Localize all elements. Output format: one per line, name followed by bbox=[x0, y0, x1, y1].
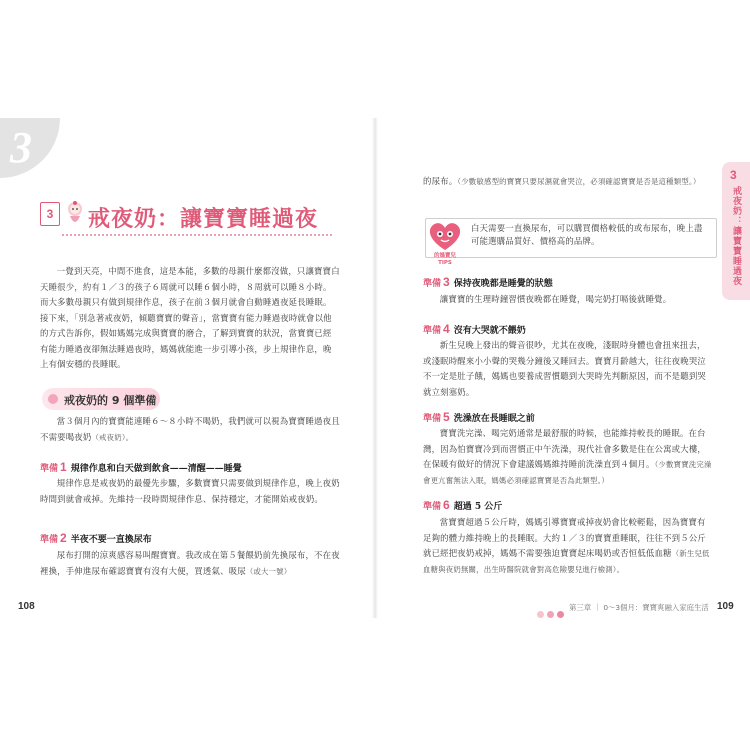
prep-number: 4 bbox=[443, 322, 450, 336]
prep-title: 半夜不要一直換尿布 bbox=[70, 535, 152, 545]
prep-6-note: （新生兒低血糖與夜奶無關，出生時醫院就會對高危險嬰兒進行檢測）。 bbox=[423, 549, 710, 574]
page-number-left: 108 bbox=[18, 601, 35, 612]
prep-4-body: 新生兒晚上發出的聲音很吵，尤其在夜晚，淺眠時身體也會扭來扭去，或淺眠時醒來小小聲的哭幾分鐘後又睡回去。寶寶月齡越大，往往夜晚哭泣不一定是肚子餓，媽媽也要養成習慣聽到大哭時先判斷原因，而不是聽到哭就立刻塞奶。 bbox=[423, 340, 706, 397]
book-gutter bbox=[372, 118, 378, 618]
footer-title: 0～3個月：寶寶爽融入家庭生活 bbox=[603, 603, 709, 612]
footer-dot-icon bbox=[547, 611, 554, 618]
prep-number: 1 bbox=[60, 460, 67, 474]
prep-number: 3 bbox=[443, 275, 450, 289]
footer-dot-icon bbox=[557, 611, 564, 618]
prep-title: 洗澡放在長睡眠之前 bbox=[453, 414, 535, 424]
tips-label bbox=[425, 253, 465, 267]
heart-mascot-icon bbox=[425, 216, 465, 256]
pill-dot-icon bbox=[48, 394, 58, 404]
prep-number: 6 bbox=[443, 498, 450, 512]
prep-title: 超過 5 公斤 bbox=[453, 502, 503, 512]
baby-mascot-icon bbox=[64, 200, 86, 230]
sub-intro-paragraph bbox=[40, 414, 340, 445]
prep-5-note: （少數寶寶洗完澡會更亢奮無法入眠，媽媽必須確認寶寶是否為此類型。） bbox=[423, 460, 712, 485]
prep-number: 5 bbox=[443, 410, 450, 424]
prep-heading-5 bbox=[423, 410, 535, 424]
tips-text: 白天需要一直換尿布，可以購買價格較低的或布尿布，晚上盡可能選購品質好、價格高的品牌。 bbox=[471, 223, 703, 246]
book-spread bbox=[0, 118, 750, 618]
prep-6-text: 當寶寶超過５公斤時，媽媽引導寶寶戒掉夜奶會比較輕鬆，因為寶寶有足夠的體力維持晚上的長睡眠。大約１／３的寶寶重睡眠，往往不到５公斤就已經把夜奶戒掉，媽媽不需要強迫寶寶起床喝奶或否恒低低血糖 bbox=[423, 517, 706, 558]
intro-paragraph: 一覺到天亮，中間不進食，這是本能，多數的母親什麼都沒做，只讓寶寶白天睡很少，約有１／３的孩子６周就可以睡６個小時，８周就可以睡８小時。而大多數母親只有做到規律作息，孩子在前３個月就會自動睡過夜延長睡眠。接下來，「別急著戒夜奶，傾聽寶寶的聲音」，當寶寶有能力睡過夜時就會以他的方式告訴你，假如媽媽完成與寶寶的磨合，了解到寶寶的狀況，當寶寶已經有能力睡過夜卻無法睡過夜時，媽媽就能進一步引導小孩，步上規律作息，晚上有個安穩的長睡眠。 bbox=[40, 266, 340, 369]
side-tab-number: 3 bbox=[730, 168, 737, 182]
chapter-title: 戒夜奶：讓寶寶睡過夜 bbox=[88, 207, 319, 232]
prep-5-body bbox=[423, 426, 713, 488]
continued-paragraph bbox=[423, 174, 713, 190]
chapter-side-tab bbox=[722, 162, 750, 300]
prep-heading-3 bbox=[423, 275, 553, 289]
prep-heading-2 bbox=[40, 531, 152, 545]
running-footer bbox=[569, 602, 709, 613]
footer-separator: ｜ bbox=[593, 603, 601, 612]
prep-title: 規律作息和白天做到飲食——清醒——睡覺 bbox=[70, 464, 242, 474]
prep-2-body bbox=[40, 548, 340, 579]
continued-note: （少數敏感型的寶寶只要尿濕就會哭泣，必須確認寶寶是否是這種類型。） bbox=[457, 177, 701, 186]
tips-label-line2: TIPS bbox=[438, 260, 452, 266]
prep-heading-4 bbox=[423, 322, 526, 336]
prep-word: 準備 bbox=[423, 326, 442, 336]
sub-intro-text: 當３個月內的寶寶能連睡６～８小時不喝奶，我們就可以視為寶寶睡過夜且不需要喝夜奶 bbox=[40, 416, 340, 442]
sub-intro-note: （戒夜奶）。 bbox=[91, 432, 134, 442]
prep-heading-6 bbox=[423, 498, 502, 512]
footer-chapter: 第三章 bbox=[569, 603, 592, 612]
prep-word: 準備 bbox=[40, 464, 59, 474]
prep-3-body: 讓寶寶的生理時鐘習慣夜晚都在睡覺，喝完奶打嗝後就睡覺。 bbox=[439, 294, 672, 304]
prep-word: 準備 bbox=[423, 279, 442, 289]
prep-word: 準備 bbox=[423, 502, 442, 512]
prep-heading-1 bbox=[40, 460, 242, 474]
subhead-text: 戒夜奶的 9 個準備 bbox=[64, 394, 157, 407]
title-divider bbox=[62, 234, 332, 236]
prep-number: 2 bbox=[60, 531, 67, 545]
prep-5-text: 寶寶洗完澡、喝完奶通常是最舒服的時候，也能維持較長的睡眠。在台灣，因為怕寶寶冷到而習慣正中午洗澡，現代社會多數是住在公寓或大樓，在保暖有做好的情況下會建議媽媽維持睡前洗澡直到４個月。 bbox=[423, 428, 706, 469]
tips-label-line1: 的媽寶兒 bbox=[433, 253, 456, 259]
section-badge: 3 bbox=[40, 202, 60, 226]
continued-text: 的尿布。 bbox=[423, 176, 458, 186]
prep-2-text: 尿布打開的涼爽感容易叫醒寶寶。我改成在第５餐餵奶前先換尿布，不在夜裡換，手伸進尿布確認寶寶有沒有大便，買透氣、吸尿 bbox=[40, 550, 340, 576]
page-number-right: 109 bbox=[717, 601, 734, 612]
prep-word: 準備 bbox=[423, 414, 442, 424]
prep-6-body bbox=[423, 515, 713, 577]
right-page bbox=[375, 118, 750, 618]
side-tab-title: 戒夜奶：讓寶寶睡過夜 bbox=[731, 186, 741, 286]
prep-word: 準備 bbox=[40, 535, 59, 545]
prep-title: 沒有大哭就不餵奶 bbox=[453, 326, 526, 336]
prep-1-body: 規律作息是戒夜奶的最優先步驟，多數寶寶只需要做到規律作息，晚上夜奶時間到就會戒掉。先維持一段時間規律作息、保持穩定，才能開始戒夜奶。 bbox=[40, 478, 340, 504]
footer-dot-icon bbox=[537, 611, 544, 618]
prep-title: 保持夜晚都是睡覺的狀態 bbox=[453, 279, 553, 289]
subhead-pill bbox=[42, 388, 160, 410]
prep-2-note: （或大一號） bbox=[245, 566, 292, 576]
footer-dots bbox=[537, 603, 567, 622]
left-page bbox=[0, 118, 375, 618]
chapter-number: 3 bbox=[10, 123, 32, 172]
